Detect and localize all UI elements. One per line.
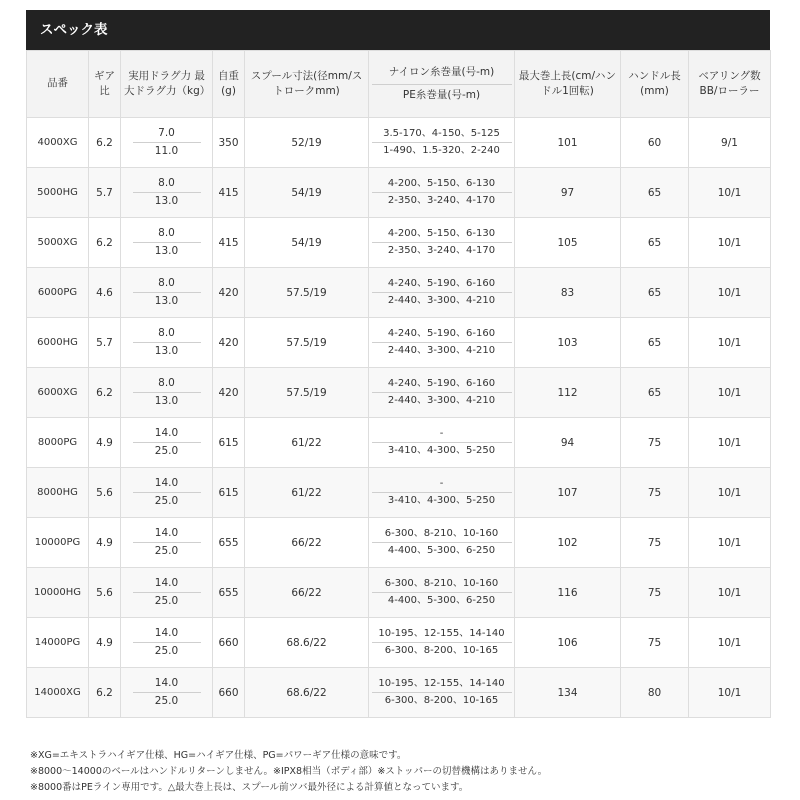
spool-cell: 57.5/19 bbox=[245, 368, 369, 418]
drag-max: 25.0 bbox=[154, 595, 179, 607]
line-capacity-cell bbox=[369, 168, 515, 218]
table-row bbox=[27, 168, 771, 218]
drag-max: 13.0 bbox=[154, 395, 179, 407]
pe-capacity: 6-300、8-200、10-165 bbox=[384, 645, 499, 656]
line-capacity-cell bbox=[369, 468, 515, 518]
footnotes bbox=[30, 748, 770, 796]
weight-cell: 660 bbox=[213, 618, 245, 668]
drag-cell bbox=[121, 168, 213, 218]
drag-cell bbox=[121, 268, 213, 318]
drag-practical: 8.0 bbox=[133, 325, 201, 343]
nylon-capacity: 4-240、5-190、6-160 bbox=[372, 326, 512, 343]
line-capacity-cell bbox=[369, 418, 515, 468]
header-handle: ハンドル長(mm) bbox=[621, 51, 689, 118]
drag-cell bbox=[121, 418, 213, 468]
handle-cell: 75 bbox=[621, 468, 689, 518]
weight-cell: 415 bbox=[213, 168, 245, 218]
header-retrieve: 最大巻上長(cm/ハンドル1回転) bbox=[515, 51, 621, 118]
drag-cell bbox=[121, 668, 213, 718]
table-row bbox=[27, 118, 771, 168]
spec-body bbox=[27, 118, 771, 718]
bearing-cell: 10/1 bbox=[689, 518, 771, 568]
item-no-cell: 4000XG bbox=[27, 118, 89, 168]
item-no-cell: 10000PG bbox=[27, 518, 89, 568]
nylon-capacity: 4-200、5-150、6-130 bbox=[372, 176, 512, 193]
pe-capacity: 2-350、3-240、4-170 bbox=[387, 245, 496, 256]
spool-cell: 68.6/22 bbox=[245, 618, 369, 668]
retrieve-cell: 97 bbox=[515, 168, 621, 218]
drag-max: 13.0 bbox=[154, 245, 179, 257]
handle-cell: 75 bbox=[621, 618, 689, 668]
nylon-capacity: 3.5-170、4-150、5-125 bbox=[372, 126, 512, 143]
weight-cell: 660 bbox=[213, 668, 245, 718]
retrieve-cell: 112 bbox=[515, 368, 621, 418]
gear-ratio-cell: 4.6 bbox=[89, 268, 121, 318]
gear-ratio-cell: 5.7 bbox=[89, 318, 121, 368]
gear-ratio-cell: 5.6 bbox=[89, 568, 121, 618]
drag-practical: 14.0 bbox=[133, 575, 201, 593]
drag-max: 13.0 bbox=[154, 195, 179, 207]
retrieve-cell: 107 bbox=[515, 468, 621, 518]
footnote: ※8000～14000のベールはハンドルリターンしません。※IPX8相当（ボディ部）※ストッパーの切替機構はありません。 bbox=[30, 766, 548, 777]
drag-max: 25.0 bbox=[154, 545, 179, 557]
gear-ratio-cell: 6.2 bbox=[89, 368, 121, 418]
bearing-cell: 10/1 bbox=[689, 168, 771, 218]
spool-cell: 68.6/22 bbox=[245, 668, 369, 718]
nylon-capacity: 10-195、12-155、14-140 bbox=[372, 626, 512, 643]
bearing-cell: 10/1 bbox=[689, 418, 771, 468]
item-no-cell: 6000HG bbox=[27, 318, 89, 368]
footnote: ※XG=エキストラハイギア仕様、HG=ハイギア仕様、PG=パワーギア仕様の意味です。 bbox=[30, 750, 407, 761]
nylon-capacity: 4-240、5-190、6-160 bbox=[372, 376, 512, 393]
spool-cell: 66/22 bbox=[245, 568, 369, 618]
weight-cell: 350 bbox=[213, 118, 245, 168]
spool-cell: 54/19 bbox=[245, 168, 369, 218]
table-row bbox=[27, 318, 771, 368]
pe-capacity: 2-440、3-300、4-210 bbox=[387, 295, 496, 306]
item-no-cell: 14000PG bbox=[27, 618, 89, 668]
bearing-cell: 10/1 bbox=[689, 368, 771, 418]
table-row bbox=[27, 468, 771, 518]
nylon-capacity: - bbox=[372, 476, 512, 493]
spool-cell: 52/19 bbox=[245, 118, 369, 168]
table-row bbox=[27, 568, 771, 618]
drag-cell bbox=[121, 518, 213, 568]
gear-ratio-cell: 6.2 bbox=[89, 218, 121, 268]
weight-cell: 655 bbox=[213, 568, 245, 618]
pe-capacity: 1-490、1.5-320、2-240 bbox=[383, 145, 500, 156]
item-no-cell: 6000XG bbox=[27, 368, 89, 418]
gear-ratio-cell: 4.9 bbox=[89, 518, 121, 568]
header-drag: 実用ドラグ力 最大ドラグ力（kg） bbox=[121, 51, 213, 118]
drag-cell bbox=[121, 218, 213, 268]
line-capacity-cell bbox=[369, 518, 515, 568]
drag-cell bbox=[121, 468, 213, 518]
header-item-no: 品番 bbox=[27, 51, 89, 118]
retrieve-cell: 116 bbox=[515, 568, 621, 618]
drag-max: 13.0 bbox=[154, 295, 179, 307]
bearing-cell: 10/1 bbox=[689, 568, 771, 618]
handle-cell: 65 bbox=[621, 318, 689, 368]
line-capacity-cell bbox=[369, 218, 515, 268]
gear-ratio-cell: 4.9 bbox=[89, 618, 121, 668]
retrieve-cell: 105 bbox=[515, 218, 621, 268]
spool-cell: 57.5/19 bbox=[245, 318, 369, 368]
header-gear-ratio: ギア比 bbox=[89, 51, 121, 118]
gear-ratio-cell: 5.7 bbox=[89, 168, 121, 218]
pe-capacity: 2-440、3-300、4-210 bbox=[387, 395, 496, 406]
handle-cell: 65 bbox=[621, 218, 689, 268]
item-no-cell: 5000HG bbox=[27, 168, 89, 218]
header-bearing: ベアリング数BB/ローラー bbox=[689, 51, 771, 118]
spool-cell: 66/22 bbox=[245, 518, 369, 568]
item-no-cell: 8000PG bbox=[27, 418, 89, 468]
table-row bbox=[27, 418, 771, 468]
item-no-cell: 14000XG bbox=[27, 668, 89, 718]
drag-practical: 7.0 bbox=[133, 125, 201, 143]
handle-cell: 75 bbox=[621, 518, 689, 568]
spool-cell: 54/19 bbox=[245, 218, 369, 268]
drag-max: 25.0 bbox=[154, 495, 179, 507]
pe-capacity: 4-400、5-300、6-250 bbox=[387, 545, 496, 556]
bearing-cell: 10/1 bbox=[689, 318, 771, 368]
spool-cell: 57.5/19 bbox=[245, 268, 369, 318]
pe-capacity: 3-410、4-300、5-250 bbox=[387, 445, 496, 456]
spool-cell: 61/22 bbox=[245, 418, 369, 468]
table-row bbox=[27, 218, 771, 268]
drag-practical: 8.0 bbox=[133, 375, 201, 393]
header-pe: PE糸巻量(号-m) bbox=[402, 88, 481, 101]
table-row bbox=[27, 618, 771, 668]
pe-capacity: 6-300、8-200、10-165 bbox=[384, 695, 499, 706]
gear-ratio-cell: 6.2 bbox=[89, 668, 121, 718]
line-capacity-cell bbox=[369, 318, 515, 368]
handle-cell: 80 bbox=[621, 668, 689, 718]
pe-capacity: 4-400、5-300、6-250 bbox=[387, 595, 496, 606]
nylon-capacity: 6-300、8-210、10-160 bbox=[372, 526, 512, 543]
nylon-capacity: - bbox=[372, 426, 512, 443]
bearing-cell: 10/1 bbox=[689, 268, 771, 318]
nylon-capacity: 10-195、12-155、14-140 bbox=[372, 676, 512, 693]
drag-practical: 14.0 bbox=[133, 625, 201, 643]
weight-cell: 420 bbox=[213, 318, 245, 368]
nylon-capacity: 4-240、5-190、6-160 bbox=[372, 276, 512, 293]
spec-table bbox=[26, 50, 771, 718]
table-row bbox=[27, 518, 771, 568]
retrieve-cell: 102 bbox=[515, 518, 621, 568]
drag-max: 25.0 bbox=[154, 445, 179, 457]
line-capacity-cell bbox=[369, 268, 515, 318]
nylon-capacity: 6-300、8-210、10-160 bbox=[372, 576, 512, 593]
footnote: ※8000番はPEライン専用です。△最大巻上長は、スプール前ツバ最外径による計算値となっています。 bbox=[30, 782, 469, 793]
spool-cell: 61/22 bbox=[245, 468, 369, 518]
retrieve-cell: 134 bbox=[515, 668, 621, 718]
table-row bbox=[27, 268, 771, 318]
drag-max: 25.0 bbox=[154, 645, 179, 657]
spec-title: スペック表 bbox=[26, 10, 770, 50]
pe-capacity: 3-410、4-300、5-250 bbox=[387, 495, 496, 506]
drag-max: 25.0 bbox=[154, 695, 179, 707]
pe-capacity: 2-350、3-240、4-170 bbox=[387, 195, 496, 206]
line-capacity-cell bbox=[369, 668, 515, 718]
gear-ratio-cell: 5.6 bbox=[89, 468, 121, 518]
weight-cell: 420 bbox=[213, 368, 245, 418]
header-nylon: ナイロン糸巻量(号-m) bbox=[372, 65, 512, 84]
drag-cell bbox=[121, 318, 213, 368]
item-no-cell: 6000PG bbox=[27, 268, 89, 318]
drag-cell bbox=[121, 368, 213, 418]
drag-max: 13.0 bbox=[154, 345, 179, 357]
bearing-cell: 10/1 bbox=[689, 668, 771, 718]
item-no-cell: 8000HG bbox=[27, 468, 89, 518]
handle-cell: 65 bbox=[621, 368, 689, 418]
weight-cell: 615 bbox=[213, 468, 245, 518]
weight-cell: 415 bbox=[213, 218, 245, 268]
handle-cell: 60 bbox=[621, 118, 689, 168]
header-spool: スプール寸法(径mm/ストロークmm) bbox=[245, 51, 369, 118]
table-row bbox=[27, 368, 771, 418]
header-weight: 自重(g) bbox=[213, 51, 245, 118]
drag-practical: 8.0 bbox=[133, 175, 201, 193]
line-capacity-cell bbox=[369, 368, 515, 418]
line-capacity-cell bbox=[369, 568, 515, 618]
header-row bbox=[27, 51, 771, 118]
drag-practical: 8.0 bbox=[133, 275, 201, 293]
drag-practical: 14.0 bbox=[133, 675, 201, 693]
retrieve-cell: 101 bbox=[515, 118, 621, 168]
bearing-cell: 10/1 bbox=[689, 468, 771, 518]
bearing-cell: 10/1 bbox=[689, 618, 771, 668]
item-no-cell: 10000HG bbox=[27, 568, 89, 618]
handle-cell: 65 bbox=[621, 268, 689, 318]
gear-ratio-cell: 4.9 bbox=[89, 418, 121, 468]
drag-practical: 14.0 bbox=[133, 475, 201, 493]
retrieve-cell: 83 bbox=[515, 268, 621, 318]
drag-max: 11.0 bbox=[154, 145, 179, 157]
gear-ratio-cell: 6.2 bbox=[89, 118, 121, 168]
weight-cell: 420 bbox=[213, 268, 245, 318]
weight-cell: 615 bbox=[213, 418, 245, 468]
bearing-cell: 9/1 bbox=[689, 118, 771, 168]
weight-cell: 655 bbox=[213, 518, 245, 568]
nylon-capacity: 4-200、5-150、6-130 bbox=[372, 226, 512, 243]
drag-practical: 14.0 bbox=[133, 525, 201, 543]
item-no-cell: 5000XG bbox=[27, 218, 89, 268]
drag-cell bbox=[121, 118, 213, 168]
line-capacity-cell bbox=[369, 118, 515, 168]
table-row bbox=[27, 668, 771, 718]
drag-practical: 14.0 bbox=[133, 425, 201, 443]
drag-practical: 8.0 bbox=[133, 225, 201, 243]
pe-capacity: 2-440、3-300、4-210 bbox=[387, 345, 496, 356]
drag-cell bbox=[121, 568, 213, 618]
retrieve-cell: 103 bbox=[515, 318, 621, 368]
handle-cell: 75 bbox=[621, 568, 689, 618]
handle-cell: 65 bbox=[621, 168, 689, 218]
retrieve-cell: 106 bbox=[515, 618, 621, 668]
bearing-cell: 10/1 bbox=[689, 218, 771, 268]
retrieve-cell: 94 bbox=[515, 418, 621, 468]
drag-cell bbox=[121, 618, 213, 668]
header-line-capacity bbox=[369, 51, 515, 118]
handle-cell: 75 bbox=[621, 418, 689, 468]
line-capacity-cell bbox=[369, 618, 515, 668]
